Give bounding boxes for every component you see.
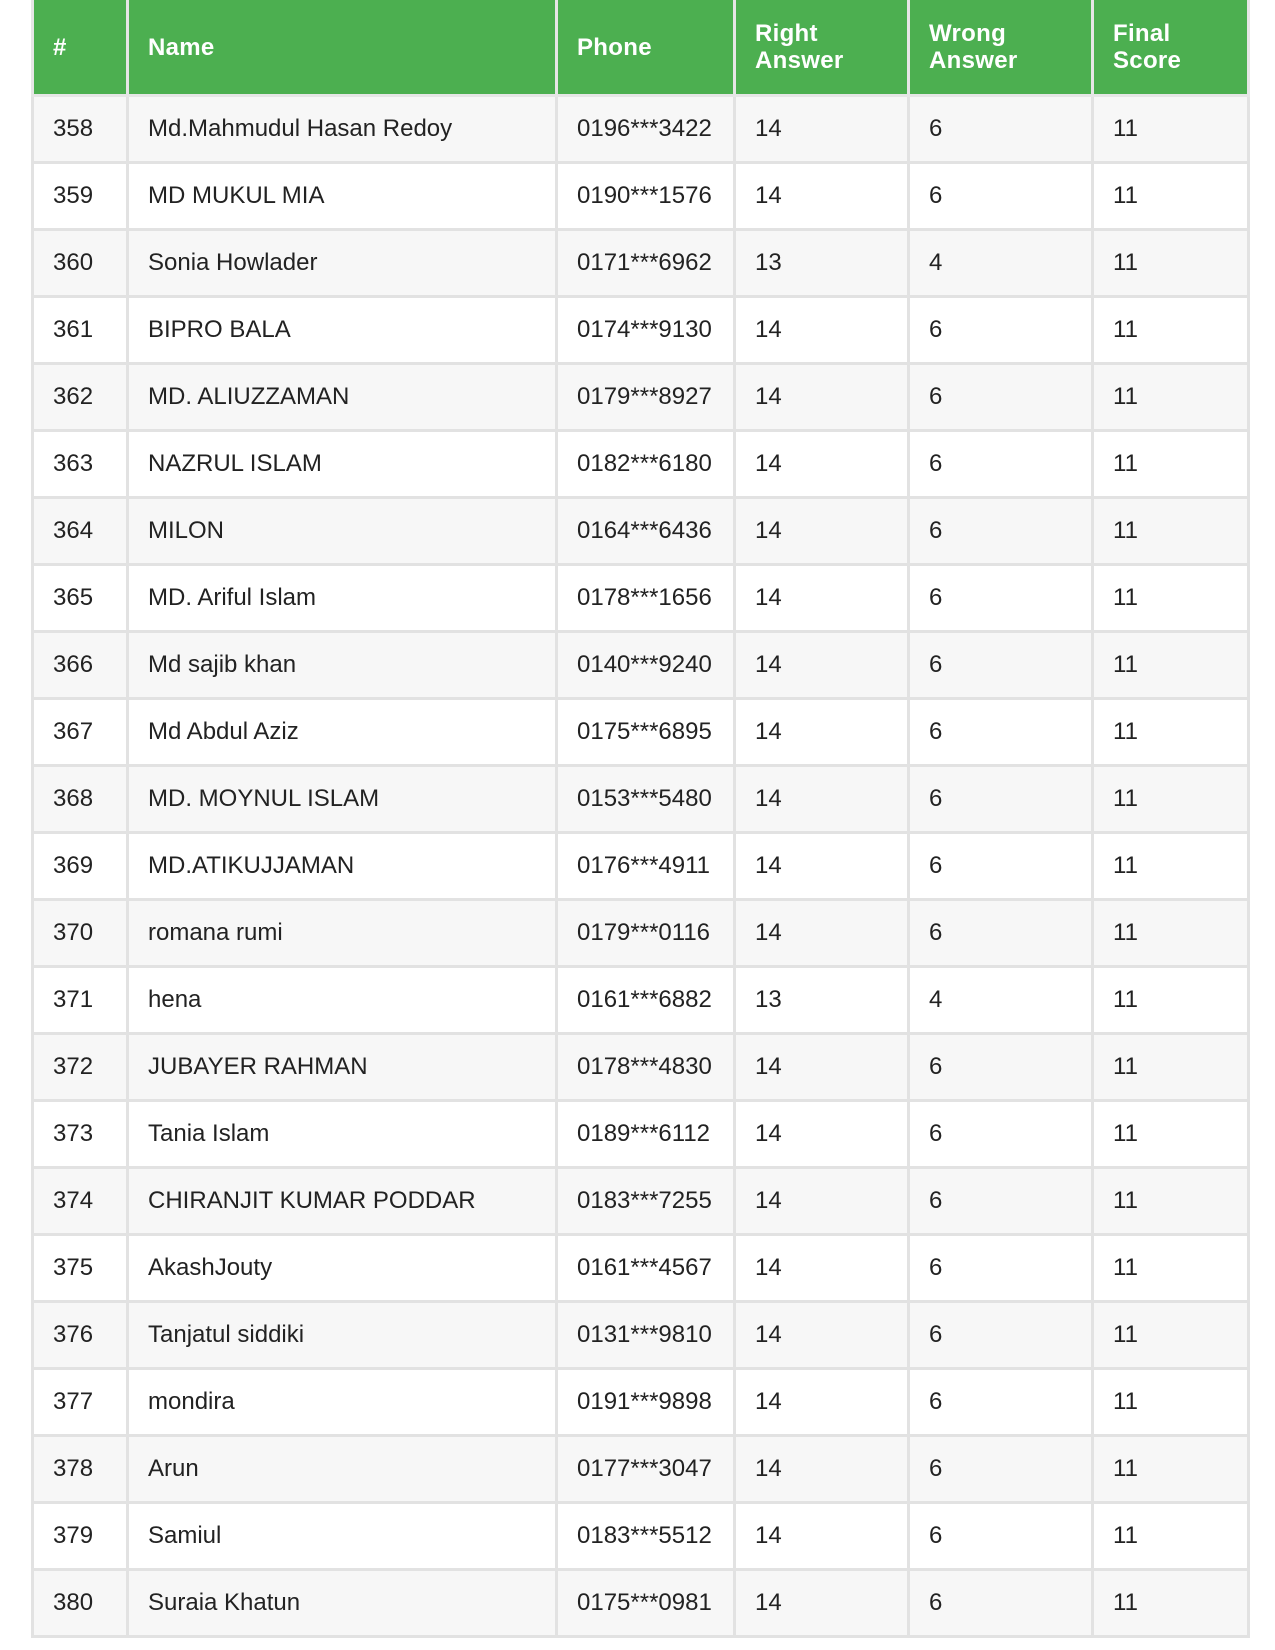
table-row xyxy=(33,1570,1249,1637)
table-row xyxy=(33,431,1249,498)
cell-right-answer: 14 xyxy=(735,364,909,431)
cell-wrong-answer: 6 xyxy=(909,1235,1093,1302)
cell-right-answer: 14 xyxy=(735,96,909,163)
header-wrong-answer: Wrong Answer xyxy=(909,0,1093,96)
cell-final-score: 11 xyxy=(1093,1570,1249,1637)
cell-final-score: 11 xyxy=(1093,565,1249,632)
results-table xyxy=(31,0,1250,1638)
cell-right-answer: 14 xyxy=(735,163,909,230)
cell-wrong-answer: 4 xyxy=(909,967,1093,1034)
cell-right-answer: 14 xyxy=(735,1369,909,1436)
cell-wrong-answer: 6 xyxy=(909,364,1093,431)
cell-right-answer: 14 xyxy=(735,1302,909,1369)
cell-phone: 0153***5480 xyxy=(557,766,735,833)
table-row xyxy=(33,565,1249,632)
table-row xyxy=(33,498,1249,565)
cell-name: BIPRO BALA xyxy=(128,297,557,364)
cell-right-answer: 14 xyxy=(735,1034,909,1101)
cell-name: Sonia Howlader xyxy=(128,230,557,297)
cell-name: Tania Islam xyxy=(128,1101,557,1168)
cell-final-score: 11 xyxy=(1093,96,1249,163)
cell-name: NAZRUL ISLAM xyxy=(128,431,557,498)
cell-phone: 0196***3422 xyxy=(557,96,735,163)
cell-right-answer: 14 xyxy=(735,833,909,900)
cell-phone: 0174***9130 xyxy=(557,297,735,364)
header-num: # xyxy=(33,0,128,96)
cell-name: MD. ALIUZZAMAN xyxy=(128,364,557,431)
table-row xyxy=(33,297,1249,364)
cell-num: 379 xyxy=(33,1503,128,1570)
table-row xyxy=(33,1369,1249,1436)
cell-final-score: 11 xyxy=(1093,431,1249,498)
cell-num: 365 xyxy=(33,565,128,632)
cell-phone: 0177***3047 xyxy=(557,1436,735,1503)
cell-num: 372 xyxy=(33,1034,128,1101)
cell-wrong-answer: 6 xyxy=(909,565,1093,632)
table-row xyxy=(33,900,1249,967)
header-name: Name xyxy=(128,0,557,96)
cell-phone: 0191***9898 xyxy=(557,1369,735,1436)
cell-name: MD. Ariful Islam xyxy=(128,565,557,632)
cell-num: 380 xyxy=(33,1570,128,1637)
cell-wrong-answer: 6 xyxy=(909,766,1093,833)
cell-wrong-answer: 6 xyxy=(909,632,1093,699)
table-row xyxy=(33,1235,1249,1302)
cell-phone: 0182***6180 xyxy=(557,431,735,498)
cell-phone: 0161***6882 xyxy=(557,967,735,1034)
cell-num: 376 xyxy=(33,1302,128,1369)
cell-wrong-answer: 6 xyxy=(909,833,1093,900)
table-body xyxy=(33,96,1249,1637)
cell-wrong-answer: 6 xyxy=(909,699,1093,766)
cell-num: 370 xyxy=(33,900,128,967)
cell-name: AkashJouty xyxy=(128,1235,557,1302)
cell-name: Arun xyxy=(128,1436,557,1503)
cell-num: 358 xyxy=(33,96,128,163)
cell-num: 369 xyxy=(33,833,128,900)
table-row xyxy=(33,364,1249,431)
cell-phone: 0178***1656 xyxy=(557,565,735,632)
cell-name: CHIRANJIT KUMAR PODDAR xyxy=(128,1168,557,1235)
cell-num: 375 xyxy=(33,1235,128,1302)
cell-wrong-answer: 6 xyxy=(909,1034,1093,1101)
cell-right-answer: 13 xyxy=(735,230,909,297)
cell-final-score: 11 xyxy=(1093,230,1249,297)
cell-num: 363 xyxy=(33,431,128,498)
cell-name: Tanjatul siddiki xyxy=(128,1302,557,1369)
table-row xyxy=(33,1168,1249,1235)
cell-right-answer: 14 xyxy=(735,699,909,766)
cell-final-score: 11 xyxy=(1093,1302,1249,1369)
table-header xyxy=(33,0,1249,96)
cell-final-score: 11 xyxy=(1093,632,1249,699)
cell-phone: 0190***1576 xyxy=(557,163,735,230)
cell-num: 371 xyxy=(33,967,128,1034)
cell-final-score: 11 xyxy=(1093,1369,1249,1436)
cell-phone: 0176***4911 xyxy=(557,833,735,900)
cell-right-answer: 14 xyxy=(735,1235,909,1302)
cell-final-score: 11 xyxy=(1093,498,1249,565)
cell-num: 368 xyxy=(33,766,128,833)
cell-right-answer: 14 xyxy=(735,297,909,364)
cell-wrong-answer: 6 xyxy=(909,297,1093,364)
header-right-answer: Right Answer xyxy=(735,0,909,96)
results-sheet xyxy=(31,0,1247,1638)
cell-final-score: 11 xyxy=(1093,163,1249,230)
cell-num: 378 xyxy=(33,1436,128,1503)
table-row xyxy=(33,1034,1249,1101)
cell-final-score: 11 xyxy=(1093,1034,1249,1101)
cell-name: JUBAYER RAHMAN xyxy=(128,1034,557,1101)
table-row xyxy=(33,96,1249,163)
cell-phone: 0179***8927 xyxy=(557,364,735,431)
cell-right-answer: 14 xyxy=(735,565,909,632)
cell-num: 364 xyxy=(33,498,128,565)
cell-phone: 0178***4830 xyxy=(557,1034,735,1101)
cell-final-score: 11 xyxy=(1093,1235,1249,1302)
cell-right-answer: 14 xyxy=(735,900,909,967)
cell-phone: 0171***6962 xyxy=(557,230,735,297)
cell-final-score: 11 xyxy=(1093,967,1249,1034)
cell-right-answer: 14 xyxy=(735,632,909,699)
cell-wrong-answer: 6 xyxy=(909,1503,1093,1570)
cell-name: MD MUKUL MIA xyxy=(128,163,557,230)
cell-final-score: 11 xyxy=(1093,699,1249,766)
cell-final-score: 11 xyxy=(1093,1168,1249,1235)
cell-phone: 0183***7255 xyxy=(557,1168,735,1235)
cell-num: 373 xyxy=(33,1101,128,1168)
cell-final-score: 11 xyxy=(1093,1503,1249,1570)
cell-phone: 0175***0981 xyxy=(557,1570,735,1637)
cell-num: 360 xyxy=(33,230,128,297)
table-row xyxy=(33,1436,1249,1503)
cell-final-score: 11 xyxy=(1093,833,1249,900)
table-row xyxy=(33,230,1249,297)
cell-final-score: 11 xyxy=(1093,900,1249,967)
cell-wrong-answer: 6 xyxy=(909,163,1093,230)
cell-wrong-answer: 6 xyxy=(909,498,1093,565)
cell-wrong-answer: 6 xyxy=(909,1168,1093,1235)
cell-right-answer: 14 xyxy=(735,1436,909,1503)
cell-phone: 0189***6112 xyxy=(557,1101,735,1168)
cell-num: 374 xyxy=(33,1168,128,1235)
cell-right-answer: 14 xyxy=(735,1570,909,1637)
cell-name: MD. MOYNUL ISLAM xyxy=(128,766,557,833)
cell-final-score: 11 xyxy=(1093,364,1249,431)
header-phone: Phone xyxy=(557,0,735,96)
cell-wrong-answer: 6 xyxy=(909,1369,1093,1436)
cell-num: 377 xyxy=(33,1369,128,1436)
cell-num: 366 xyxy=(33,632,128,699)
cell-wrong-answer: 6 xyxy=(909,431,1093,498)
cell-final-score: 11 xyxy=(1093,297,1249,364)
cell-final-score: 11 xyxy=(1093,1101,1249,1168)
cell-phone: 0164***6436 xyxy=(557,498,735,565)
table-row xyxy=(33,1503,1249,1570)
header-final-score: Final Score xyxy=(1093,0,1249,96)
header-row xyxy=(33,0,1249,96)
cell-phone: 0183***5512 xyxy=(557,1503,735,1570)
cell-name: romana rumi xyxy=(128,900,557,967)
cell-name: Md sajib khan xyxy=(128,632,557,699)
cell-name: MD.ATIKUJJAMAN xyxy=(128,833,557,900)
cell-right-answer: 14 xyxy=(735,766,909,833)
cell-right-answer: 13 xyxy=(735,967,909,1034)
cell-name: Samiul xyxy=(128,1503,557,1570)
cell-final-score: 11 xyxy=(1093,766,1249,833)
cell-num: 362 xyxy=(33,364,128,431)
cell-wrong-answer: 6 xyxy=(909,900,1093,967)
cell-wrong-answer: 6 xyxy=(909,1101,1093,1168)
table-row xyxy=(33,833,1249,900)
table-row xyxy=(33,1302,1249,1369)
cell-phone: 0175***6895 xyxy=(557,699,735,766)
cell-name: Md Abdul Aziz xyxy=(128,699,557,766)
cell-phone: 0140***9240 xyxy=(557,632,735,699)
cell-name: mondira xyxy=(128,1369,557,1436)
cell-wrong-answer: 6 xyxy=(909,1302,1093,1369)
table-row xyxy=(33,699,1249,766)
cell-right-answer: 14 xyxy=(735,1168,909,1235)
cell-phone: 0131***9810 xyxy=(557,1302,735,1369)
cell-name: MILON xyxy=(128,498,557,565)
cell-num: 361 xyxy=(33,297,128,364)
cell-right-answer: 14 xyxy=(735,1503,909,1570)
cell-wrong-answer: 6 xyxy=(909,1436,1093,1503)
cell-wrong-answer: 4 xyxy=(909,230,1093,297)
cell-wrong-answer: 6 xyxy=(909,1570,1093,1637)
table-row xyxy=(33,163,1249,230)
cell-right-answer: 14 xyxy=(735,498,909,565)
table-row xyxy=(33,632,1249,699)
cell-right-answer: 14 xyxy=(735,431,909,498)
cell-phone: 0161***4567 xyxy=(557,1235,735,1302)
cell-num: 359 xyxy=(33,163,128,230)
cell-final-score: 11 xyxy=(1093,1436,1249,1503)
cell-name: Suraia Khatun xyxy=(128,1570,557,1637)
cell-name: hena xyxy=(128,967,557,1034)
cell-name: Md.Mahmudul Hasan Redoy xyxy=(128,96,557,163)
table-row xyxy=(33,967,1249,1034)
table-row xyxy=(33,1101,1249,1168)
cell-num: 367 xyxy=(33,699,128,766)
table-row xyxy=(33,766,1249,833)
cell-wrong-answer: 6 xyxy=(909,96,1093,163)
cell-right-answer: 14 xyxy=(735,1101,909,1168)
cell-phone: 0179***0116 xyxy=(557,900,735,967)
